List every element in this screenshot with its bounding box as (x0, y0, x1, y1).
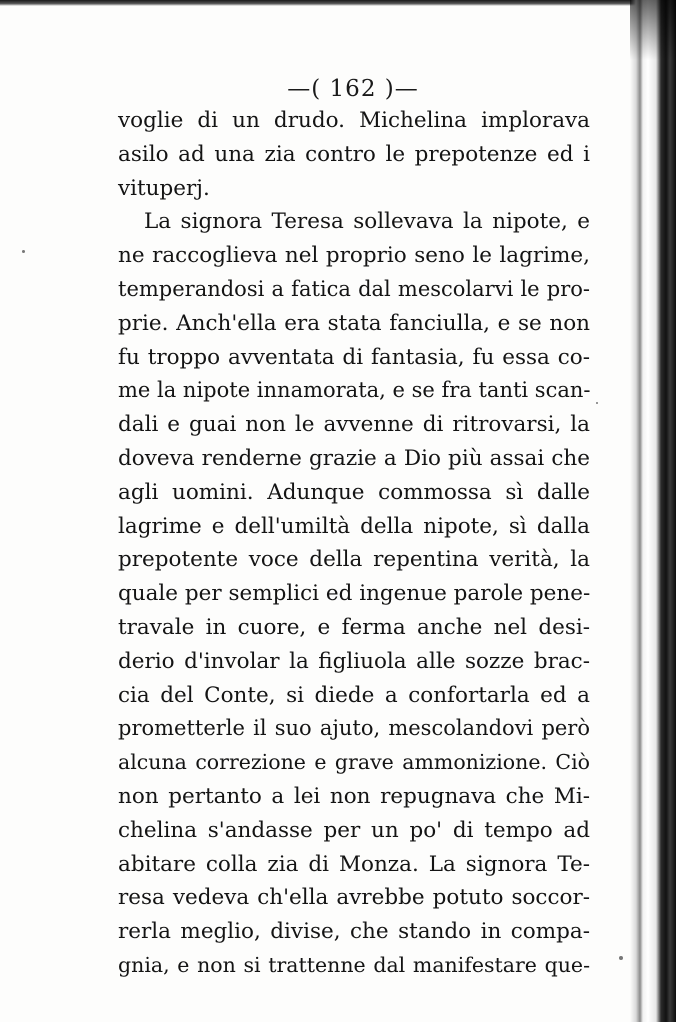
binding-shadow (630, 0, 676, 60)
text-line: rerla meglio, divise, che stando in compa- (118, 919, 590, 945)
text-line: non pertanto a lei non repugnava che Mi- (118, 783, 590, 809)
text-line: resa vedeva ch'ella avrebbe potuto soccor- (118, 885, 590, 911)
text-line: dali e guai non le avvenne di ritrovarsi, la (118, 412, 590, 438)
paper-speck (596, 402, 598, 404)
text-line: alcuna correzione e grave ammonizione. Ciò (118, 750, 590, 775)
text-line: prepotente voce della repentina verità, la (118, 547, 590, 573)
text-line: prie. Anch'ella era stata fanciulla, e se non (118, 310, 590, 336)
text-line: chelina s'andasse per un po' di tempo ad (118, 817, 590, 843)
book-binding-edge (630, 0, 676, 1022)
text-line: lagrime e dell'umiltà della nipote, sì dalla (118, 513, 590, 539)
text-line: agli uomini. Adunque commossa sì dalle (118, 479, 590, 505)
body-text (118, 104, 590, 983)
text-line: ne raccoglieva nel proprio seno le lagrime, (118, 243, 590, 269)
text-line: abitare colla zia di Monza. La signora Te- (118, 851, 590, 877)
paper-speck (22, 250, 25, 253)
page-number: —( 162 )— (287, 76, 419, 102)
text-line: quale per semplici ed ingenue parole pene- (118, 581, 591, 607)
text-line: temperandosi a fatica dal mescolarvi le pro- (118, 276, 590, 301)
paper-speck (619, 956, 623, 960)
page-header (0, 76, 676, 102)
text-line: derio d'involar la figliuola alle sozze brac- (118, 648, 590, 674)
text-line: cia del Conte, si diede a confortarla ed a (118, 682, 590, 708)
text-line: doveva renderne grazie a Dio più assai che (118, 445, 590, 471)
text-line: travale in cuore, e ferma anche nel desi- (118, 614, 590, 640)
text-line: La signora Teresa sollevava la nipote, e (144, 209, 590, 235)
text-line: me la nipote innamorata, e se fra tanti scan- (118, 378, 591, 403)
text-line: gnia, e non si trattenne dal manifestare que- (118, 952, 590, 977)
text-line: voglie di un drudo. Michelina implorava (118, 108, 590, 133)
text-line: vituperj. (118, 175, 210, 201)
text-line: prometterle il suo ajuto, mescolandovi però (118, 716, 590, 741)
page-top-edge-shadow (0, 0, 676, 6)
text-line: asilo ad una zia contro le prepotenze ed i (118, 141, 590, 167)
text-line: fu troppo avventata di fantasia, fu essa co- (118, 344, 590, 370)
